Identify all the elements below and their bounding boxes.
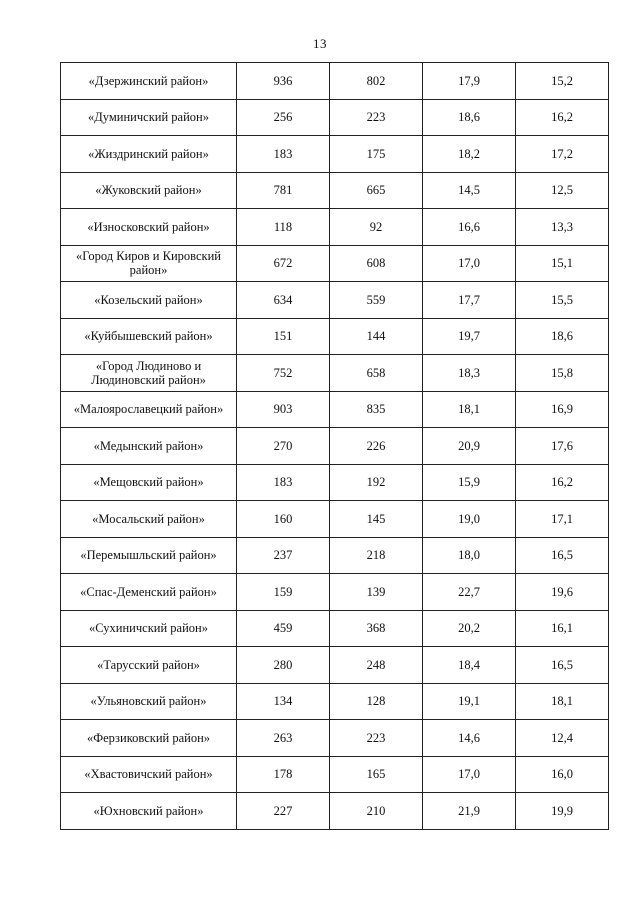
value-cell-1: 183 [237,136,330,173]
value-cell-1: 159 [237,574,330,611]
district-name-cell: «Малоярославецкий район» [61,391,237,428]
value-cell-2: 145 [330,501,423,538]
value-cell-4: 17,2 [516,136,609,173]
value-cell-3: 14,5 [423,172,516,209]
value-cell-3: 19,0 [423,501,516,538]
value-cell-4: 17,6 [516,428,609,465]
value-cell-3: 18,1 [423,391,516,428]
table-row [61,63,609,100]
value-cell-4: 19,6 [516,574,609,611]
table-row [61,428,609,465]
value-cell-2: 210 [330,793,423,830]
district-name-cell: «Дзержинский район» [61,63,237,100]
value-cell-2: 165 [330,756,423,793]
value-cell-2: 608 [330,245,423,282]
value-cell-2: 92 [330,209,423,246]
value-cell-4: 16,2 [516,464,609,501]
value-cell-3: 20,2 [423,610,516,647]
district-name-cell: «Ферзиковский район» [61,720,237,757]
value-cell-2: 144 [330,318,423,355]
value-cell-2: 226 [330,428,423,465]
district-name-cell: «Хвастовичский район» [61,756,237,793]
value-cell-4: 15,1 [516,245,609,282]
value-cell-4: 15,8 [516,355,609,392]
value-cell-3: 14,6 [423,720,516,757]
value-cell-1: 160 [237,501,330,538]
value-cell-1: 227 [237,793,330,830]
value-cell-1: 672 [237,245,330,282]
table-row [61,172,609,209]
value-cell-3: 19,7 [423,318,516,355]
value-cell-1: 903 [237,391,330,428]
value-cell-4: 13,3 [516,209,609,246]
value-cell-1: 634 [237,282,330,319]
district-name-cell: «Юхновский район» [61,793,237,830]
value-cell-3: 20,9 [423,428,516,465]
value-cell-2: 218 [330,537,423,574]
value-cell-2: 802 [330,63,423,100]
value-cell-4: 16,5 [516,647,609,684]
value-cell-3: 15,9 [423,464,516,501]
value-cell-1: 263 [237,720,330,757]
value-cell-2: 128 [330,683,423,720]
value-cell-1: 178 [237,756,330,793]
district-name-cell: «Город Людиново и Людиновский район» [61,355,237,392]
value-cell-2: 665 [330,172,423,209]
value-cell-1: 118 [237,209,330,246]
value-cell-2: 368 [330,610,423,647]
district-name-cell: «Износковский район» [61,209,237,246]
value-cell-3: 21,9 [423,793,516,830]
value-cell-4: 18,1 [516,683,609,720]
district-name-cell: «Медынский район» [61,428,237,465]
value-cell-4: 16,0 [516,756,609,793]
value-cell-1: 781 [237,172,330,209]
value-cell-3: 18,2 [423,136,516,173]
value-cell-1: 256 [237,99,330,136]
value-cell-4: 12,5 [516,172,609,209]
district-name-cell: «Город Киров и Кировский район» [61,245,237,282]
table-row [61,537,609,574]
value-cell-4: 16,5 [516,537,609,574]
value-cell-1: 237 [237,537,330,574]
district-name-cell: «Тарусский район» [61,647,237,684]
value-cell-3: 17,9 [423,63,516,100]
value-cell-4: 16,2 [516,99,609,136]
value-cell-3: 18,6 [423,99,516,136]
value-cell-1: 459 [237,610,330,647]
value-cell-4: 19,9 [516,793,609,830]
district-statistics-table [60,62,609,830]
district-name-cell: «Сухиничский район» [61,610,237,647]
district-name-cell: «Мещовский район» [61,464,237,501]
table-row [61,318,609,355]
value-cell-3: 17,7 [423,282,516,319]
table-row [61,209,609,246]
table-row [61,610,609,647]
value-cell-3: 18,0 [423,537,516,574]
table-row [61,720,609,757]
district-name-cell: «Перемышльский район» [61,537,237,574]
table-row [61,793,609,830]
district-name-cell: «Козельский район» [61,282,237,319]
page-number: 13 [313,36,327,51]
district-name-cell: «Жиздринский район» [61,136,237,173]
table-row [61,574,609,611]
table-row [61,99,609,136]
value-cell-1: 280 [237,647,330,684]
district-name-cell: «Куйбышевский район» [61,318,237,355]
value-cell-2: 139 [330,574,423,611]
table-row [61,355,609,392]
value-cell-4: 16,9 [516,391,609,428]
table-row [61,391,609,428]
value-cell-3: 22,7 [423,574,516,611]
value-cell-2: 559 [330,282,423,319]
value-cell-2: 835 [330,391,423,428]
table-row [61,136,609,173]
value-cell-2: 192 [330,464,423,501]
value-cell-2: 223 [330,720,423,757]
district-name-cell: «Думиничский район» [61,99,237,136]
value-cell-4: 17,1 [516,501,609,538]
table-body [61,63,609,830]
value-cell-4: 16,1 [516,610,609,647]
district-name-cell: «Мосальский район» [61,501,237,538]
value-cell-1: 752 [237,355,330,392]
value-cell-3: 16,6 [423,209,516,246]
value-cell-1: 134 [237,683,330,720]
value-cell-4: 12,4 [516,720,609,757]
value-cell-3: 19,1 [423,683,516,720]
table-row [61,245,609,282]
value-cell-2: 658 [330,355,423,392]
value-cell-2: 223 [330,99,423,136]
value-cell-3: 17,0 [423,245,516,282]
value-cell-4: 15,2 [516,63,609,100]
table-row [61,464,609,501]
value-cell-1: 270 [237,428,330,465]
value-cell-1: 183 [237,464,330,501]
value-cell-3: 18,4 [423,647,516,684]
table-row [61,647,609,684]
district-name-cell: «Жуковский район» [61,172,237,209]
table-row [61,282,609,319]
district-name-cell: «Ульяновский район» [61,683,237,720]
value-cell-2: 175 [330,136,423,173]
table-row [61,756,609,793]
table-row [61,501,609,538]
value-cell-4: 15,5 [516,282,609,319]
value-cell-3: 17,0 [423,756,516,793]
value-cell-2: 248 [330,647,423,684]
value-cell-4: 18,6 [516,318,609,355]
value-cell-1: 936 [237,63,330,100]
value-cell-1: 151 [237,318,330,355]
table-row [61,683,609,720]
value-cell-3: 18,3 [423,355,516,392]
district-name-cell: «Спас-Деменский район» [61,574,237,611]
